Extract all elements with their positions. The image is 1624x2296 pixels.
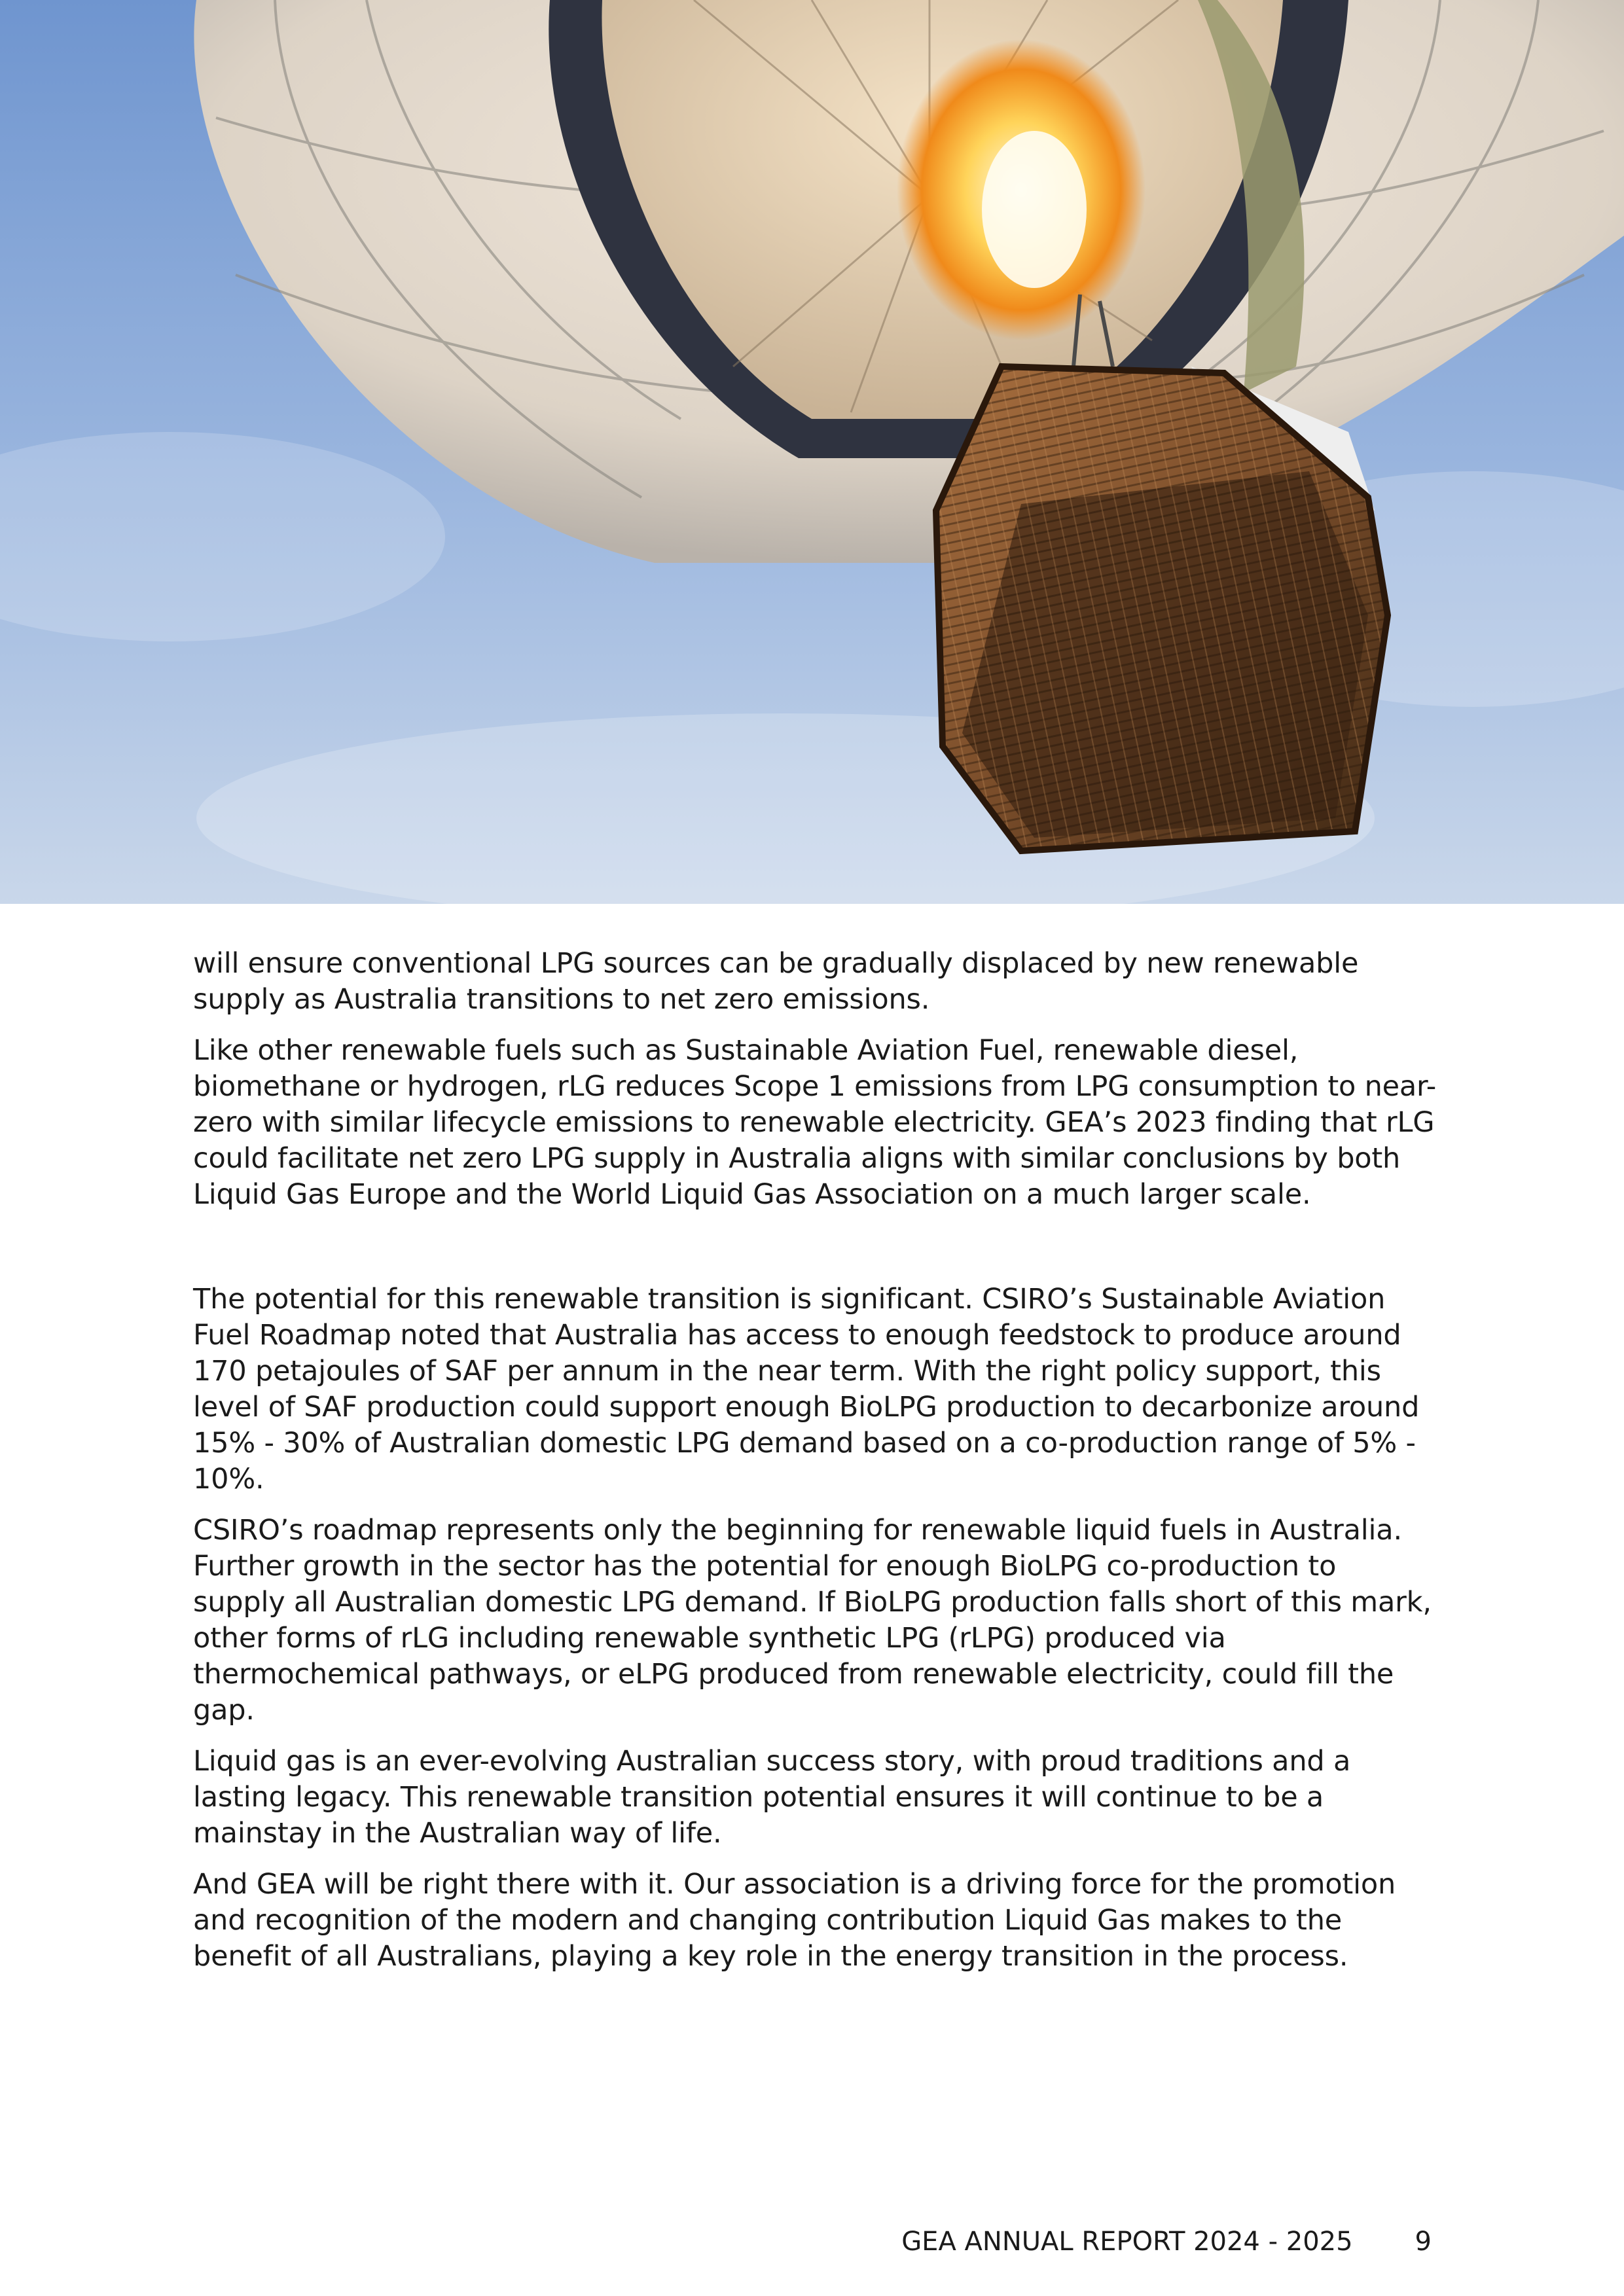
page-number: 9: [1415, 2227, 1432, 2257]
paragraph-gea-role: And GEA will be right there with it. Our association is a driving force for the promotion and recognition of the modern and changing contribution Liquid Gas makes to the benefit of all Australians, playing a key role in the energy transition in the process.: [193, 1868, 1396, 1973]
paragraph-success-story: Liquid gas is an ever-evolving Australian success story, with proud traditions and a lasting legacy. This renewable transition potential ensures it will continue to be a mainstay in the Australian way of life.: [193, 1745, 1351, 1850]
paragraph-transition-potential: The potential for this renewable transition is significant. CSIRO’s Sustainable Aviation Fuel Roadmap noted that Australia has access to enough feedstock to produce around 170 petajoules of SAF per annum in the near term. With the right policy support, this level of SAF production could support enough BioLPG production to decarbonize around 15% - 30% of Australian domestic LPG demand based on a co-production range of 5% - 10%.: [193, 1283, 1420, 1496]
page-footer: [901, 2225, 1432, 2258]
report-title: GEA ANNUAL REPORT 2024 - 2025: [901, 2227, 1353, 2257]
paragraph-intro-continuation: will ensure conventional LPG sources can be gradually displaced by new renewable supply as Australia transitions to net zero emissions.: [193, 947, 1359, 1016]
hot-air-balloon-illustration: [0, 0, 1624, 904]
paragraph-renewable-fuels: Like other renewable fuels such as Sustainable Aviation Fuel, renewable diesel, biomethane or hydrogen, rLG reduces Scope 1 emissions from LPG consumption to near-zero with similar lifecycle emissions to renewable electricity. GEA’s 2023 finding that rLG could facilitate net zero LPG supply in Australia aligns with similar conclusions by both Liquid Gas Europe and the World Liquid Gas Association on a much larger scale.: [193, 1034, 1437, 1211]
hero-image: [0, 0, 1624, 904]
body-text: [193, 946, 1437, 1990]
paragraph-csiro-roadmap: CSIRO’s roadmap represents only the beginning for renewable liquid fuels in Australia. Further growth in the sector has the potential for enough BioLPG co-production to supply all Australian domestic LPG demand. If BioLPG production falls short of this mark, other forms of rLG including renewable synthetic LPG (rLPG) produced via thermochemical pathways, or eLPG produced from renewable electricity, could fill the gap.: [193, 1514, 1432, 1727]
